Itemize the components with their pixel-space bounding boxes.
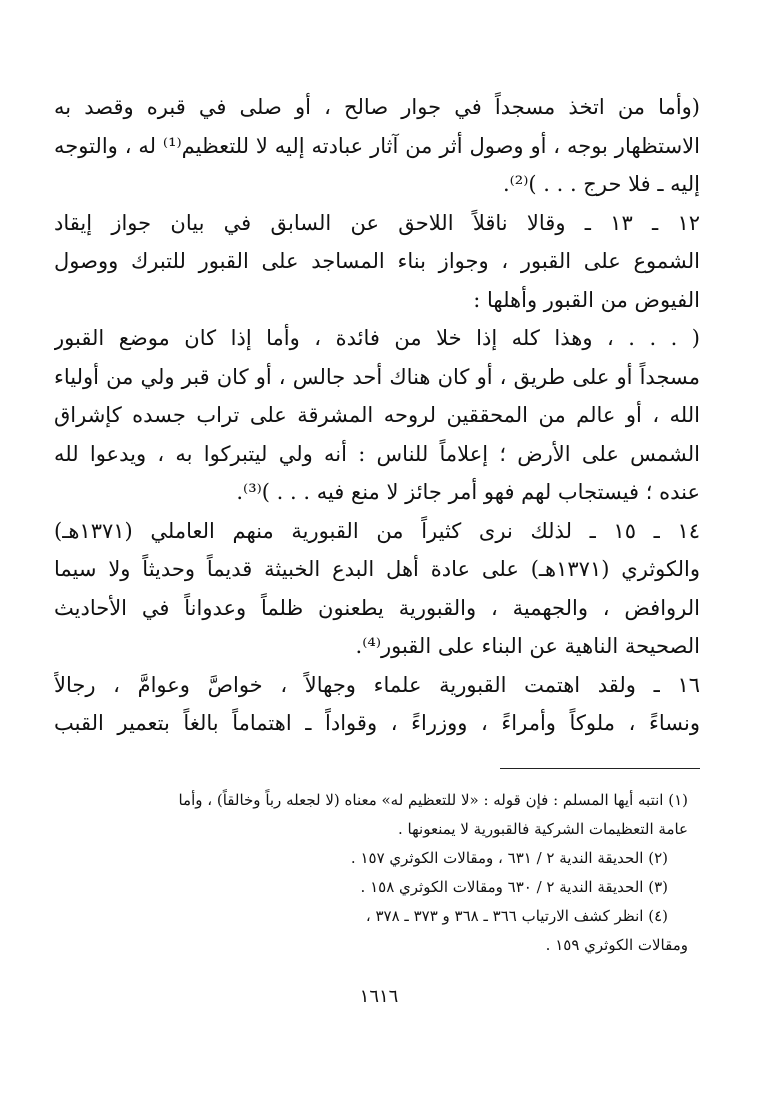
text-line: الشمس على الأرض ؛ إعلاماً للناس : أنه ولي ليتبركوا به ، ويدعوا لله xyxy=(54,441,700,466)
footnote-line: (٤) انظر كشف الارتياب ٣٦٦ ـ ٣٦٨ و ٣٧٣ ـ ٣٧٨ ، xyxy=(365,907,668,925)
text-line: الاستظهار بوجه ، أو وصول أثر من آثار عبادته إليه لا للتعظيم⁽¹⁾ له ، والتوجه xyxy=(54,133,700,158)
page-number: ١٦١٦ xyxy=(359,986,399,1007)
text-line: الشموع على القبور ، وجواز بناء المساجد على القبور للتبرك ووصول xyxy=(54,249,700,273)
text-line: ١٤ ـ ١٥ ـ لذلك نرى كثيراً من القبورية منهم العاملي (١٣٧١هـ) xyxy=(54,518,700,543)
text-line: ونساءً ، ملوكاً وأمراءً ، ووزراءً ، وقواداً ـ اهتماماً بالغاً بتعمير القبب xyxy=(54,711,700,735)
text-line: والكوثري (١٣٧١هـ) على عادة أهل البدع الخبيثة قديماً وحديثاً ولا سيما xyxy=(54,557,700,581)
footnote-line: ومقالات الكوثري ١٥٩ . xyxy=(545,936,688,954)
text-line: ( . . . ، وهذا كله إذا خلا من فائدة ، وأما إذا كان موضع القبور xyxy=(54,326,700,350)
text-line: الصحيحة الناهية عن البناء على القبور⁽⁴⁾. xyxy=(355,634,700,658)
text-line: ١٦ ـ ولقد اهتمت القبورية علماء وجهالاً ، خواصَّ وعوامَّ ، رجالاً xyxy=(54,672,700,697)
main-text xyxy=(54,88,700,743)
footnote-line: (٣) الحديقة الندية ٢ / ٦٣٠ ومقالات الكوثري ١٥٨ . xyxy=(360,878,668,896)
text-line: الفيوض من القبور وأهلها : xyxy=(473,287,700,312)
text-line: ١٢ ـ ١٣ ـ وقالا ناقلاً اللاحق عن السابق في بيان جواز إيقاد xyxy=(54,210,700,235)
footnote-line: (٢) الحديقة الندية ٢ / ٦٣١ ، ومقالات الكوثري ١٥٧ . xyxy=(350,849,668,867)
text-line: مسجداً أو على طريق ، أو كان هناك أحد جالس ، أو كان قبر ولي من أولياء xyxy=(54,364,700,389)
footnote-line: (١) انتبه أيها المسلم : فإن قوله : «لا للتعظيم له» معناه (لا لجعله رباً وخالقاً) ، وأما xyxy=(178,791,688,809)
text-line: الله ، أو عالم من المحققين لروحه المشرقة على تراب جسده كإشراق xyxy=(54,403,700,427)
text-line: عنده ؛ فيستجاب لهم فهو أمر جائز لا منع فيه . . . )⁽³⁾. xyxy=(236,480,700,504)
text-line: (وأما من اتخذ مسجداً في جوار صالح ، أو صلى في قبره وقصد به xyxy=(54,95,700,119)
text-line: إليه ـ فلا حرج . . . )⁽²⁾. xyxy=(502,172,700,196)
footnotes xyxy=(54,786,688,960)
footnote-line: عامة التعظيمات الشركية فالقبورية لا يمنعونها . xyxy=(398,820,688,838)
text-line: الروافض ، والجهمية ، والقبورية يطعنون ظلماً وعدواناً في الأحاديث xyxy=(54,595,700,620)
footnote-divider xyxy=(500,768,700,769)
